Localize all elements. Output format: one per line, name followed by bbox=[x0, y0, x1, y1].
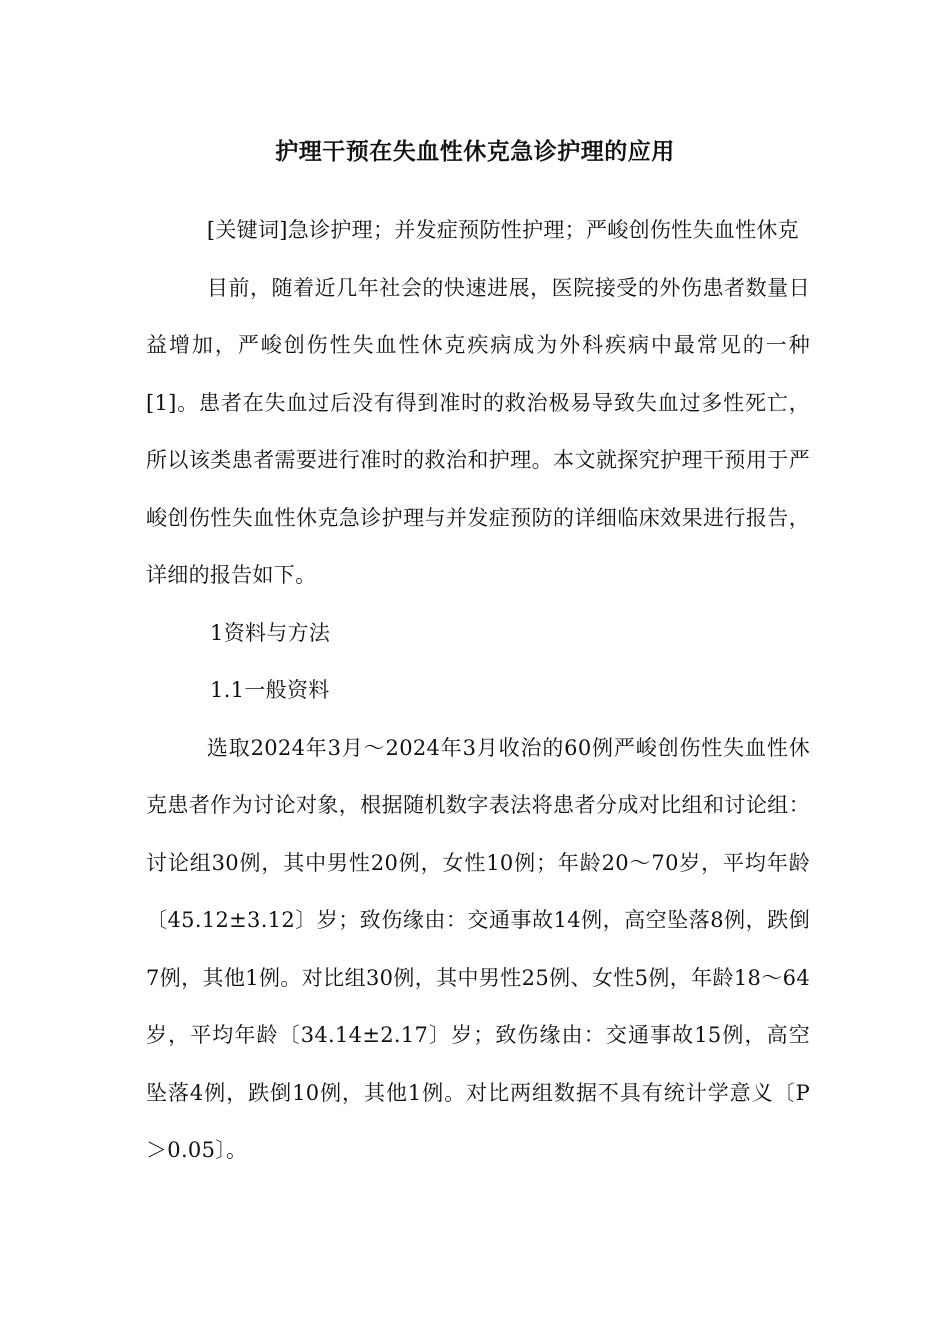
document-body bbox=[146, 202, 810, 1180]
keywords-paragraph: [关键词]急诊护理；并发症预防性护理；严峻创伤性失血性休克 bbox=[206, 218, 799, 242]
document-title: 护理干预在失血性休克急诊护理的应用 bbox=[275, 139, 675, 165]
subsection-heading: 1.1一般资料 bbox=[210, 678, 330, 702]
data-paragraph: 选取2024年3月～2024年3月收治的60例严峻创伤性失血性休克患者作为讨论对象，根据随机数字表法将患者分成对比组和讨论组：讨论组30例，其中男性20例，女性10例；年龄20～70岁，平均年龄〔45.12±3.12〕岁；致伤缘由：交通事故14例，高空坠落8例，跌倒7例，其他1例。对比组30例，其中男性25例、女性5例，年龄18～64岁，平均年龄〔34.14±2.17〕岁；致伤缘由：交通事故15例，高空坠落4例，跌倒10例，其他1例。对比两组数据不具有统计学意义〔P＞0.05〕。 bbox=[146, 735, 810, 1162]
intro-paragraph: 目前，随着近几年社会的快速进展，医院接受的外伤患者数量日益增加，严峻创伤性失血性休克疾病成为外科疾病中最常见的一种[1]。患者在失血过后没有得到准时的救治极易导致失血过多性死亡，所以该类患者需要进行准时的救治和护理。本文就探究护理干预用于严峻创伤性失血性休克急诊护理与并发症预防的详细临床效果进行报告，详细的报告如下。 bbox=[146, 275, 810, 587]
section-heading: 1资料与方法 bbox=[210, 620, 331, 645]
